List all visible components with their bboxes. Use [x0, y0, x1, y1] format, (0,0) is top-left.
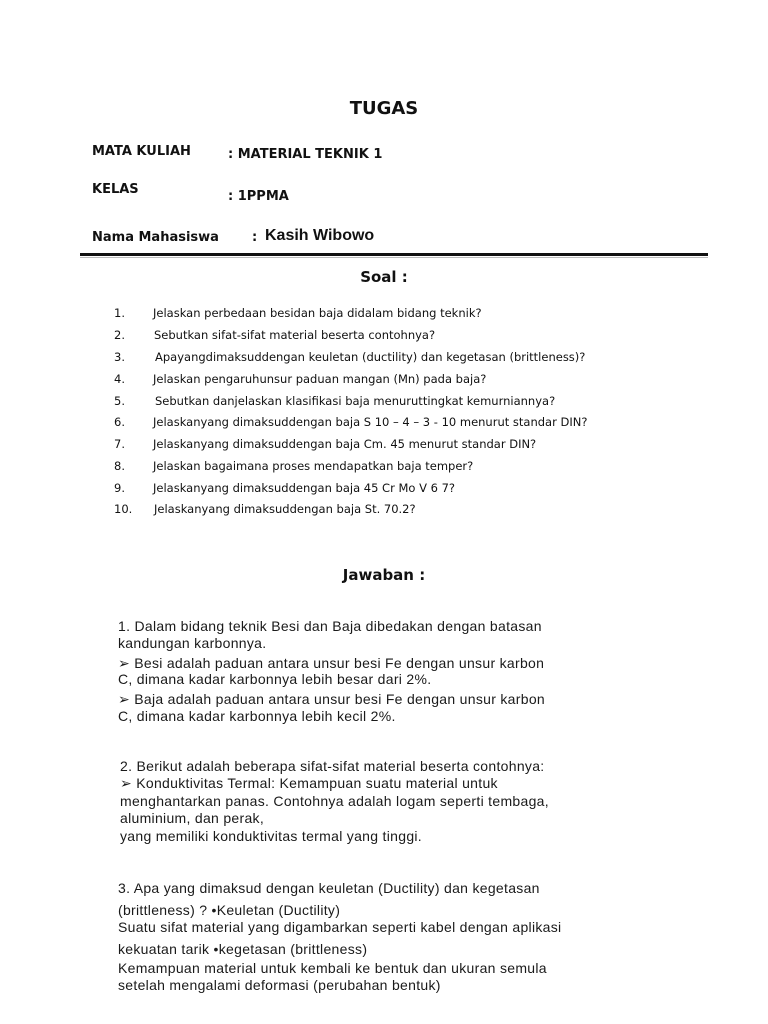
nama-mahasiswa-label: Nama Mahasiswa: [92, 230, 219, 245]
question-text: Jelaskan pengaruhunsur paduan mangan (Mn) pada baja?: [153, 372, 487, 386]
soal-heading: Soal :: [360, 268, 408, 286]
question-number: 2.: [114, 328, 125, 342]
question-number: 7.: [114, 437, 125, 451]
answer-line: Kemampuan material untuk kembali ke bentuk dan ukuran semula: [118, 960, 547, 976]
question-number: 3.: [114, 350, 125, 364]
question-text: Jelaskanyang dimaksuddengan baja 45 Cr Mo V 6 7?: [153, 481, 456, 495]
answer-line: C, dimana kadar karbonnya lebih besar dari 2%.: [118, 671, 432, 687]
question-text: Jelaskan bagaimana proses mendapatkan baja temper?: [153, 459, 474, 473]
question-number: 1.: [114, 306, 125, 320]
question-text: Jelaskanyang dimaksuddengan baja S 10 – 4 – 3 - 10 menurut standar DIN?: [153, 415, 588, 429]
question-number: 9.: [114, 481, 125, 495]
answer-line: 1. Dalam bidang teknik Besi dan Baja dibedakan dengan batasan: [118, 618, 542, 634]
question-text: Jelaskanyang dimaksuddengan baja St. 70.2?: [154, 502, 416, 516]
answer-line: kandungan karbonnya.: [118, 635, 267, 651]
mata-kuliah-value: : MATERIAL TEKNIK 1: [228, 147, 383, 162]
kelas-label: KELAS: [92, 182, 139, 197]
mata-kuliah-label: MATA KULIAH: [92, 144, 191, 159]
question-number: 6.: [114, 415, 125, 429]
answer-line: Suatu sifat material yang digambarkan seperti kabel dengan aplikasi: [118, 919, 562, 935]
header-divider-shadow: [80, 257, 708, 258]
nama-mahasiswa-value: Kasih Wibowo: [265, 227, 375, 244]
answer-line: 2. Berikut adalah beberapa sifat-sifat material beserta contohnya:: [120, 758, 545, 774]
answer-line: yang memiliki konduktivitas termal yang tinggi.: [120, 828, 423, 844]
jawaban-heading: Jawaban :: [342, 566, 426, 584]
question-text: Sebutkan sifat-sifat material beserta contohnya?: [154, 328, 436, 342]
question-text: Jelaskanyang dimaksuddengan baja Cm. 45 menurut standar DIN?: [153, 437, 537, 451]
answer-line: 3. Apa yang dimaksud dengan keuletan (Ductility) dan kegetasan: [118, 880, 540, 896]
nama-colon: :: [252, 230, 258, 245]
question-number: 8.: [114, 459, 125, 473]
answer-line: kekuatan tarik •kegetasan (brittleness): [118, 941, 368, 957]
header-divider: [80, 253, 708, 256]
question-text: Jelaskan perbedaan besidan baja didalam bidang teknik?: [153, 306, 482, 320]
question-number: 4.: [114, 372, 125, 386]
document-title: TUGAS: [349, 98, 419, 119]
answer-line: C, dimana kadar karbonnya lebih kecil 2%.: [118, 708, 396, 724]
question-text: Apayangdimaksuddengan keuletan (ductility) dan kegetasan (brittleness)?: [155, 350, 586, 364]
answer-line: aluminium, dan perak,: [120, 810, 265, 826]
answer-line: ➢ Besi adalah paduan antara unsur besi Fe dengan unsur karbon: [118, 655, 545, 671]
question-number: 5.: [114, 394, 125, 408]
answer-line: ➢ Baja adalah paduan antara unsur besi Fe dengan unsur karbon: [118, 691, 545, 707]
question-text: Sebutkan danjelaskan klasifikasi baja menuruttingkat kemurniannya?: [155, 394, 556, 408]
question-number: 10.: [114, 502, 133, 516]
answer-line: menghantarkan panas. Contohnya adalah logam seperti tembaga,: [120, 793, 549, 809]
answer-line: setelah mengalami deformasi (perubahan bentuk): [118, 977, 441, 993]
answer-line: (brittleness) ? •Keuletan (Ductility): [118, 902, 341, 918]
answer-line: ➢ Konduktivitas Termal: Kemampuan suatu material untuk: [120, 775, 498, 791]
kelas-value: : 1PPMA: [228, 189, 289, 204]
